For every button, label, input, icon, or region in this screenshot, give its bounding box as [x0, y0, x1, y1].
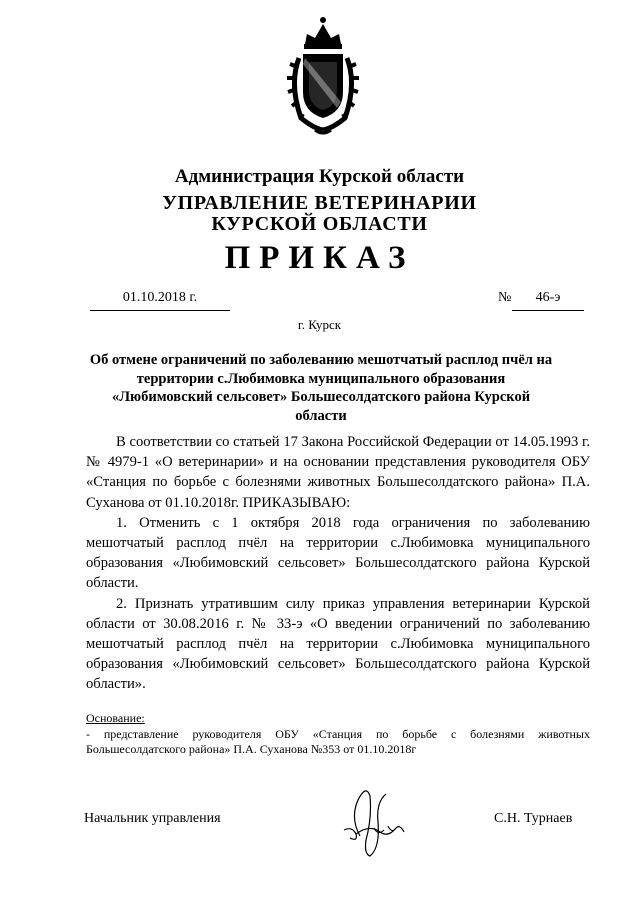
order-subject: Об отмене ограничений по заболеванию мешотчатый расплод пчёл на территории с.Любимовка муниципального образования «Любимовский сельсовет» Большесолдатского района Курской области — [89, 352, 553, 424]
order-item-1: 1. Отменить с 1 октября 2018 года ограничения по заболеванию мешотчатый расплод пчёл на территории с.Любимовка муниципального образования «Любимовский сельсовет» Большесолдатского района Курской области. — [86, 514, 590, 592]
administration-title: Администрация Курской области — [174, 166, 465, 187]
city: г. Курск — [297, 317, 342, 332]
order-date: 01.10.2018 г. — [122, 290, 198, 305]
order-number: 46-э — [535, 290, 561, 305]
document-type-title: ПРИКАЗ — [224, 240, 415, 276]
order-body — [86, 432, 590, 695]
order-item-2: 2. Признать утратившим силу приказ управления ветеринарии Курской области от 30.08.2016 г. № 33-э «О введении ограничений по заболеванию мешотчатый расплод пчёл на территории с.Любимовка муниципального образования «Любимовский сельсовет» Большесолдатского района Курской области». — [86, 595, 590, 693]
coat-of-arms-icon — [283, 14, 363, 138]
preamble-paragraph: В соответствии со статьей 17 Закона Российской Федерации от 14.05.1993 г. № 4979-1 «О ветеринарии» и на основании представления руководителя ОБУ «Станция по борьбе с болезнями животных Большесолдатского района» П.А. Суханова от 01.10.2018г. ПРИКАЗЫВАЮ: — [86, 434, 590, 511]
department-name-line2: КУРСКОЙ ОБЛАСТИ — [211, 213, 428, 235]
basis-label: Основание: — [86, 711, 145, 725]
signature-icon — [330, 778, 410, 868]
number-sign: № — [498, 290, 512, 305]
department-name-line1: УПРАВЛЕНИЕ ВЕТЕРИНАРИИ — [162, 192, 477, 214]
signer-name: С.Н. Турнаев — [494, 811, 573, 826]
basis-text: - представление руководителя ОБУ «Станция по борьбе с болезнями животных Большесолдатского района» П.А. Суханова №353 от 01.10.2018г — [86, 727, 590, 756]
signer-position: Начальник управления — [84, 811, 221, 826]
